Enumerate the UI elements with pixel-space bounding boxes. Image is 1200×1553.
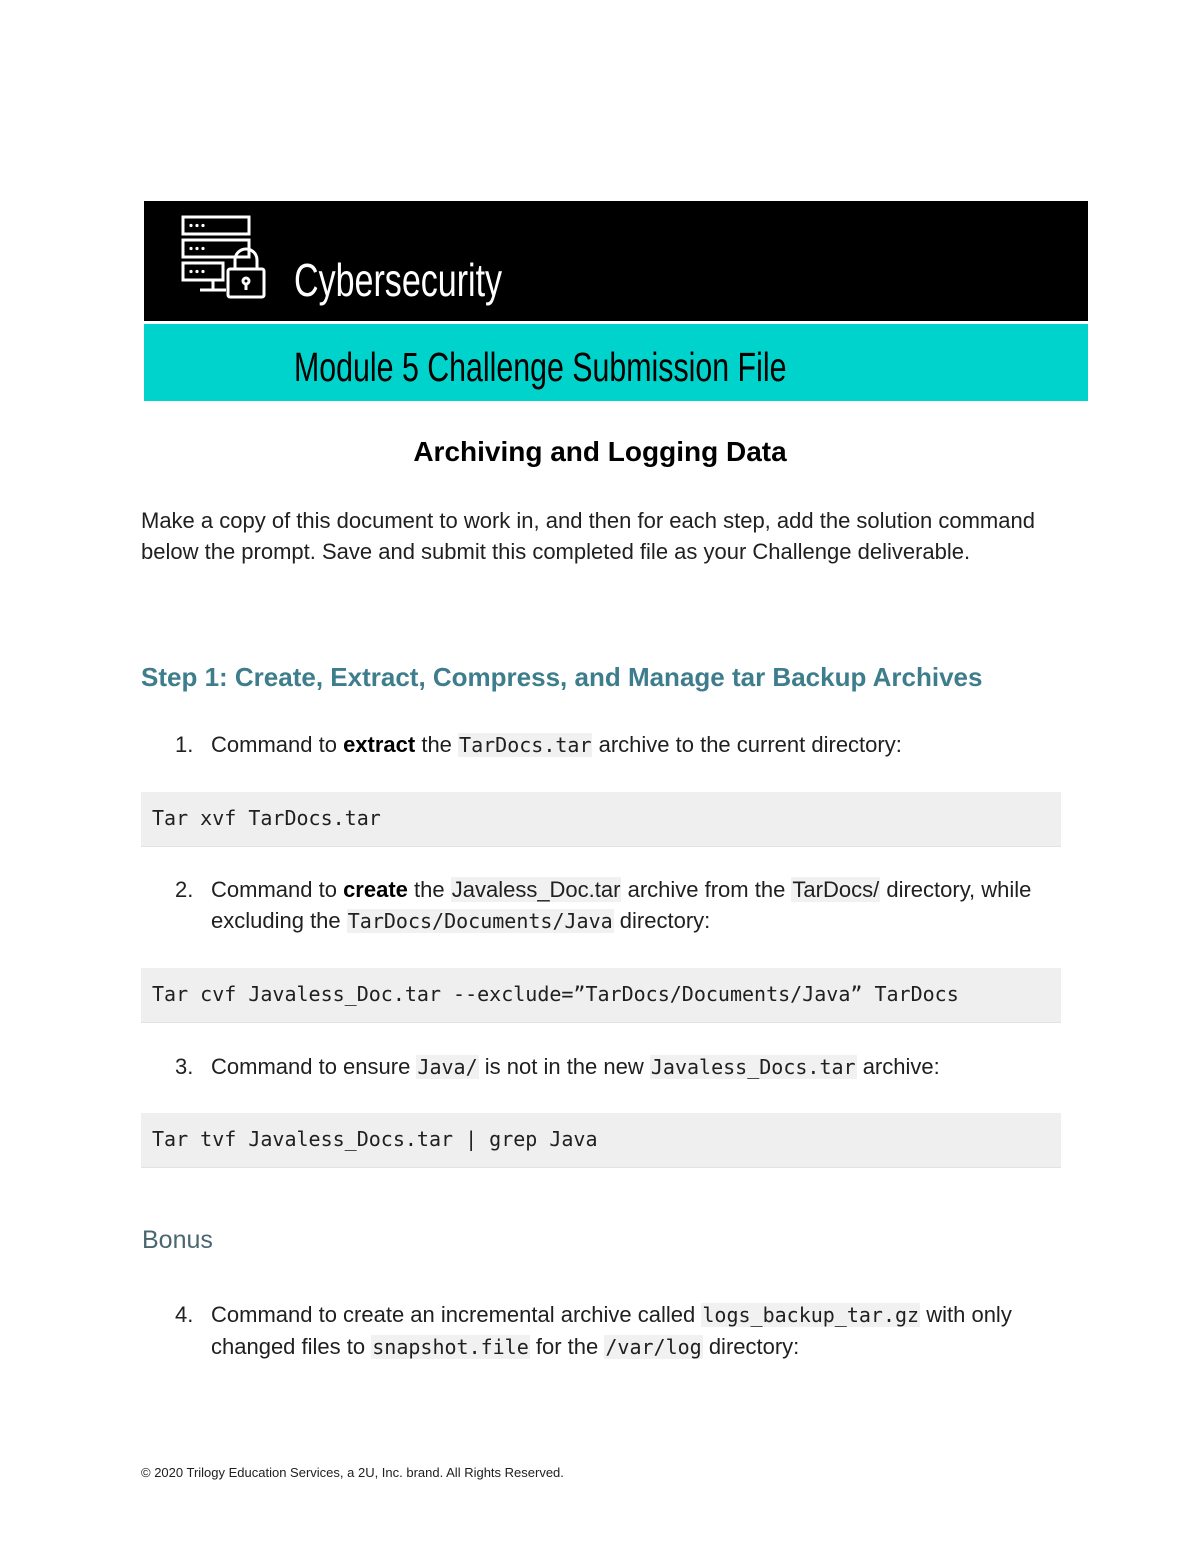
list-text: Command to extract the TarDocs.tar archive to the current directory: bbox=[211, 732, 902, 757]
inline-code: TarDocs/ bbox=[792, 877, 880, 902]
list-number: 1. bbox=[175, 732, 194, 757]
inline-code: logs_backup_tar.gz bbox=[702, 1303, 920, 1327]
list-text: Command to create an incremental archive called logs_backup_tar.gz with only changed files to snapshot.file for the /var/log directory: bbox=[211, 1302, 1012, 1359]
inline-code: Javaless_Doc.tar bbox=[451, 877, 621, 902]
document-title: Archiving and Logging Data bbox=[413, 436, 787, 467]
list-text: Command to create the Javaless_Doc.tar archive from the TarDocs/ directory, while excluding the TarDocs/Documents/Java directory: bbox=[211, 877, 1032, 933]
list-number: 4. bbox=[175, 1302, 194, 1327]
list-number: 2. bbox=[175, 877, 194, 902]
list-text: Command to ensure Java/ is not in the new Javaless_Docs.tar archive: bbox=[211, 1054, 940, 1079]
answer-code-block[interactable] bbox=[141, 968, 1061, 1023]
inline-code: snapshot.file bbox=[372, 1335, 529, 1359]
inline-code: Javaless_Docs.tar bbox=[650, 1055, 856, 1079]
answer-command[interactable]: Tar cvf Javaless_Doc.tar --exclude=”TarDocs/Documents/Java” TarDocs bbox=[152, 982, 959, 1006]
brand-title: Cybersecurity bbox=[294, 254, 503, 306]
step1-heading: Step 1: Create, Extract, Compress, and Manage tar Backup Archives bbox=[141, 662, 983, 692]
answer-command[interactable]: Tar xvf TarDocs.tar bbox=[152, 806, 381, 830]
intro-paragraph: Make a copy of this document to work in, and then for each step, add the solution command below the prompt. Save and submit this completed file as your Challenge deliverable. bbox=[141, 508, 1035, 564]
answer-code-block[interactable] bbox=[141, 1113, 1061, 1168]
answer-code-block[interactable] bbox=[141, 792, 1061, 847]
copyright-footer: © 2020 Trilogy Education Services, a 2U, Inc. brand. All Rights Reserved. bbox=[141, 1465, 564, 1480]
bonus-heading: Bonus bbox=[142, 1226, 213, 1254]
inline-code: Java/ bbox=[417, 1055, 478, 1079]
document-subtitle: Module 5 Challenge Submission File bbox=[294, 344, 787, 390]
header-banner bbox=[144, 201, 1088, 321]
list-number: 3. bbox=[175, 1054, 194, 1079]
server-lock-icon bbox=[180, 214, 270, 304]
inline-code: TarDocs.tar bbox=[459, 733, 592, 757]
inline-code: TarDocs/Documents/Java bbox=[347, 909, 613, 933]
inline-code: /var/log bbox=[605, 1335, 702, 1359]
answer-command[interactable]: Tar tvf Javaless_Docs.tar | grep Java bbox=[152, 1127, 598, 1151]
